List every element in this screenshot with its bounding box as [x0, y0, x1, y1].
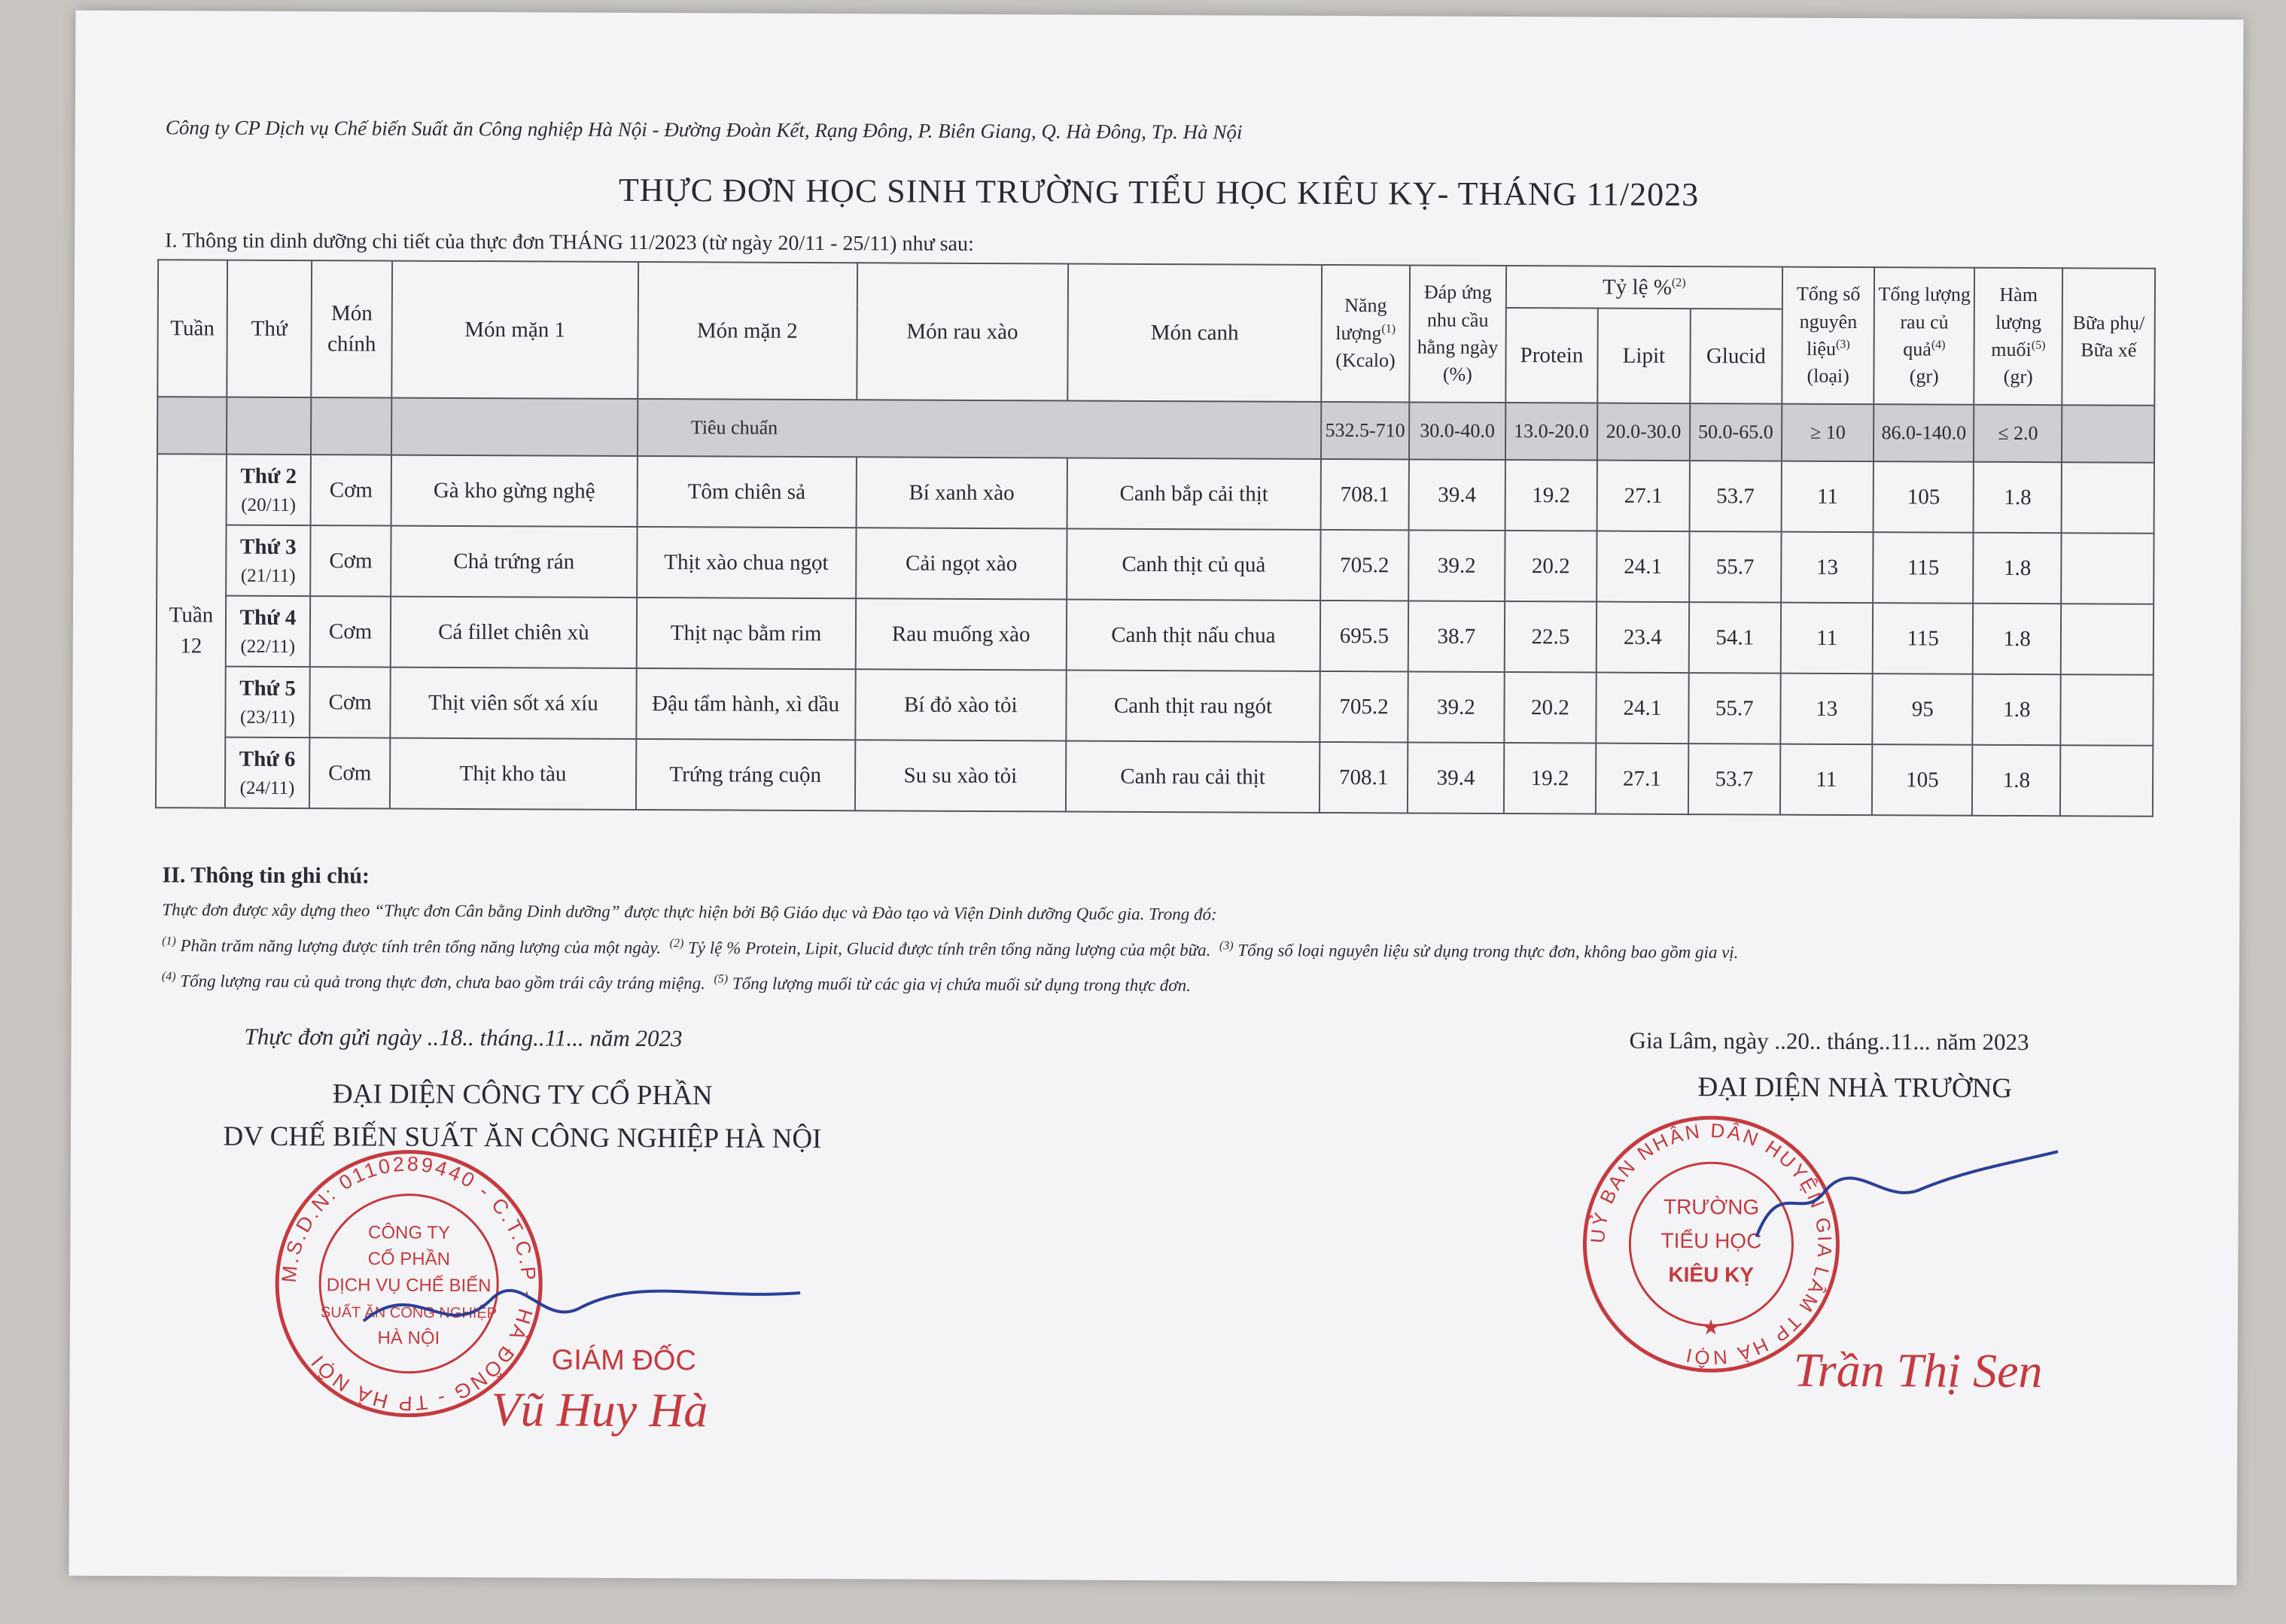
day-cell: Thứ 2 (20/11) [226, 455, 311, 525]
daily-cell: 39.4 [1408, 742, 1504, 814]
salt-cell: 1.8 [1972, 674, 2061, 746]
daily-cell: 39.2 [1408, 530, 1505, 601]
header-thu: Thứ [227, 260, 312, 397]
header-mon-man-1: Món mặn 1 [391, 261, 638, 399]
soup-cell: Canh thịt củ quả [1067, 528, 1320, 600]
sent-date: Thực đơn gửi ngày ..18.. tháng..11... năm 2023 [244, 1023, 683, 1052]
director-name: Vũ Huy Hà [491, 1382, 708, 1437]
notes-title: II. Thông tin ghi chú: [162, 862, 370, 889]
energy-cell: 708.1 [1320, 742, 1408, 814]
header-mon-chinh: Món chính [311, 260, 392, 397]
veg-total-cell: 115 [1874, 532, 1974, 604]
lipit-cell: 23.4 [1597, 602, 1689, 674]
table-row [156, 666, 2153, 746]
principal-name: Trần Thị Sen [1793, 1343, 2043, 1398]
header-ham-luong-muoi: Hàm lượng muối$^{(5)}$ (gr) [1974, 268, 2062, 406]
veg-total-cell: 105 [1874, 461, 1974, 533]
soup-cell: Canh thịt rau ngót [1066, 670, 1320, 741]
svg-text:★: ★ [1701, 1316, 1721, 1340]
day-cell: Thứ 6 (24/11) [225, 737, 310, 808]
director-title: GIÁM ĐỐC [551, 1344, 696, 1377]
main-dish-cell: Cơm [310, 525, 391, 596]
lipit-cell: 24.1 [1597, 531, 1689, 603]
svg-text:SUẤT ĂN CÔNG NGHIỆP: SUẤT ĂN CÔNG NGHIỆP [320, 1304, 498, 1322]
std-rau: 86.0-140.0 [1874, 404, 1974, 462]
main-dish-cell: Cơm [310, 596, 391, 667]
protein-cell: 19.2 [1505, 460, 1597, 531]
daily-cell: 39.4 [1409, 459, 1505, 531]
standard-label: Tiêu chuẩn [638, 399, 1321, 459]
note-intro: Thực đơn được xây dựng theo “Thực đơn Cân bằng Dinh dưỡng” được thực hiện bởi Bộ Giáo dục và Đào tạo và Viện Dinh dưỡng Quốc gia. Trong đó: [162, 900, 1217, 924]
header-tong-nguyen-lieu: Tổng số nguyên liệu$^{(3)}$ (loại) [1782, 267, 1874, 405]
lipit-cell: 24.1 [1596, 673, 1688, 744]
std-lipit: 20.0-30.0 [1597, 403, 1690, 461]
svg-text:TIỂU HỌC: TIỂU HỌC [1660, 1228, 1762, 1253]
dish-2-cell: Thịt nạc bằm rim [636, 598, 855, 669]
veg-cell: Cải ngọt xào [856, 528, 1067, 599]
ingredients-cell: 13 [1781, 532, 1874, 604]
lipit-cell: 27.1 [1596, 744, 1688, 815]
svg-text:CỔ PHẦN: CỔ PHẦN [367, 1248, 451, 1270]
soup-cell: Canh thịt nấu chua [1067, 599, 1320, 671]
std-nguyen-lieu: ≥ 10 [1782, 404, 1874, 462]
table-row [157, 595, 2154, 675]
protein-cell: 19.2 [1504, 743, 1597, 814]
std-dap-ung: 30.0-40.0 [1409, 402, 1505, 460]
ingredients-cell: 11 [1780, 744, 1873, 816]
snack-cell [2062, 533, 2154, 604]
std-glucid: 50.0-65.0 [1690, 403, 1782, 461]
glucid-cell: 53.7 [1688, 744, 1780, 815]
header-tong-rau: Tổng lượng rau củ quả$^{(4)}$ (gr) [1874, 267, 1974, 405]
dish-2-cell: Thịt xào chua ngọt [637, 527, 856, 598]
place-date: Gia Lâm, ngày ..20.. tháng..11... năm 2023 [1629, 1026, 2029, 1056]
main-dish-cell: Cơm [311, 455, 392, 525]
salt-cell: 1.8 [1973, 604, 2062, 675]
header-lipit: Lipit [1597, 309, 1690, 404]
dish-2-cell: Tôm chiên sả [637, 456, 856, 528]
dish-1-cell: Gà kho gừng nghệ [391, 455, 638, 527]
header-mon-rau: Món rau xào [857, 263, 1068, 400]
energy-cell: 705.2 [1320, 671, 1408, 743]
header-tuan: Tuần [157, 260, 227, 397]
ingredients-cell: 13 [1780, 674, 1873, 745]
dish-2-cell: Trứng tráng cuộn [636, 739, 855, 810]
header-mon-man-2: Món mặn 2 [638, 262, 857, 400]
daily-cell: 38.7 [1408, 601, 1505, 672]
school-representative: ĐẠI DIỆN NHÀ TRƯỜNG [1697, 1072, 2013, 1104]
soup-cell: Canh bắp cải thịt [1067, 458, 1321, 529]
dish-2-cell: Đậu tẩm hành, xì dầu [636, 668, 855, 740]
ingredients-cell: 11 [1781, 603, 1874, 674]
std-protein: 13.0-20.0 [1505, 403, 1598, 461]
svg-text:KIÊU KỴ: KIÊU KỴ [1668, 1262, 1755, 1287]
dish-1-cell: Thịt viên sốt xá xíu [391, 668, 637, 739]
dish-1-cell: Thịt kho tàu [390, 738, 636, 810]
salt-cell: 1.8 [1973, 533, 2062, 604]
header-ty-le: Tỷ lệ %$^{(2)}$ [1506, 266, 1783, 309]
snack-cell [2060, 745, 2153, 817]
main-dish-cell: Cơm [309, 737, 391, 808]
section-1-heading: I. Thông tin dinh dưỡng chi tiết của thực đơn THÁNG 11/2023 (từ ngày 20/11 - 25/11) như sau: [165, 229, 974, 256]
standard-row [157, 397, 2154, 463]
svg-text:TRƯỜNG: TRƯỜNG [1663, 1194, 1760, 1219]
page-title: THỰC ĐƠN HỌC SINH TRƯỜNG TIỂU HỌC KIÊU KỴ- THÁNG 11/2023 [618, 171, 1700, 214]
veg-cell: Rau muống xào [855, 598, 1067, 670]
std-muoi: ≤ 2.0 [1974, 405, 2062, 463]
veg-cell: Bí đỏ xào tỏi [855, 669, 1067, 741]
table-row [157, 454, 2154, 534]
glucid-cell: 55.7 [1689, 531, 1782, 603]
glucid-cell: 54.1 [1688, 602, 1781, 674]
soup-cell: Canh rau cải thịt [1066, 741, 1320, 812]
week-cell: Tuần 12 [156, 454, 227, 807]
header-nang-luong: Năng lượng$^{(1)}$ (Kcalo) [1321, 265, 1410, 403]
protein-cell: 22.5 [1504, 601, 1597, 673]
director-signature-mark [356, 1261, 808, 1353]
svg-text:HÀ NỘI: HÀ NỘI [377, 1327, 440, 1349]
snack-cell [2061, 604, 2154, 675]
energy-cell: 708.1 [1320, 459, 1409, 531]
snack-cell [2062, 462, 2154, 534]
lipit-cell: 27.1 [1597, 461, 1690, 532]
ingredients-cell: 11 [1782, 461, 1874, 533]
company-representative: ĐẠI DIỆN CÔNG TY CỔ PHẦN DV CHẾ BIẾN SUẤT ĂN CÔNG NGHIỆP HÀ NỘI [223, 1078, 822, 1155]
veg-total-cell: 105 [1872, 744, 1972, 816]
glucid-cell: 53.7 [1689, 461, 1782, 532]
svg-text:UỶ BAN NHÂN DÂN HUYỆN GIA LÂM: UỶ BAN NHÂN DÂN HUYỆN GIA LÂM TP HÀ NỘI [1586, 1118, 1837, 1370]
day-cell: Thứ 5 (23/11) [225, 667, 310, 737]
veg-total-cell: 95 [1873, 674, 1973, 745]
svg-text:DỊCH VỤ CHẾ BIẾN: DỊCH VỤ CHẾ BIẾN [326, 1275, 492, 1297]
veg-cell: Su su xào tỏi [854, 740, 1066, 811]
veg-cell: Bí xanh xào [856, 457, 1067, 528]
day-cell: Thứ 3 (21/11) [226, 525, 311, 596]
daily-cell: 39.2 [1408, 671, 1504, 743]
protein-cell: 20.2 [1504, 672, 1597, 744]
dish-1-cell: Chả trứng rán [391, 526, 637, 598]
svg-text:CÔNG TY: CÔNG TY [367, 1222, 450, 1243]
energy-cell: 705.2 [1320, 530, 1409, 601]
header-bua-phu: Bữa phụ/ Bữa xế [2062, 268, 2155, 406]
dish-1-cell: Cá fillet chiên xù [391, 597, 637, 668]
menu-table [155, 259, 2156, 817]
table-row [157, 525, 2154, 604]
veg-total-cell: 115 [1873, 603, 1973, 674]
header-dap-ung: Đáp ứng nhu cầu hằng ngày (%) [1409, 265, 1505, 403]
snack-cell [2061, 674, 2154, 746]
header-mon-canh: Món canh [1067, 263, 1322, 401]
table-row [156, 737, 2153, 817]
main-dish-cell: Cơm [309, 667, 391, 737]
salt-cell: 1.8 [1974, 462, 2062, 534]
protein-cell: 20.2 [1505, 531, 1597, 602]
glucid-cell: 55.7 [1688, 673, 1781, 744]
energy-cell: 695.5 [1320, 601, 1409, 672]
company-line: Công ty CP Dịch vụ Chế biến Suất ăn Công nghiệp Hà Nội - Đường Đoàn Kết, Rạng Đông, P. Biên Giang, Q. Hà Đông, Tp. Hà Nội [165, 116, 1243, 144]
note-line-3: $^{(4)}$ Tổng lượng rau củ quả trong thực đơn, chưa bao gồm trái cây tráng miệng. $^{(5)}$ Tổng lượng muối từ các gia vị chứa muối sử dụng trong thực đơn. [161, 970, 1191, 995]
svg-text:M.S.D.N: 0110289440 - C.T.C.P: M.S.D.N: 0110289440 - C.T.C.P - HÀ ĐÔNG - TP HÀ NỘI [277, 1152, 540, 1415]
principal-signature-mark [1749, 1146, 2065, 1253]
salt-cell: 1.8 [1972, 745, 2061, 817]
note-line-2: $^{(1)}$ Phần trăm năng lượng được tính trên tổng năng lượng của một ngày. $^{(2)}$ Tỷ lệ % Protein, Lipit, Glucid được tính trên tổng năng lượng của một bữa. $^{(3)}$ Tổng số loại nguyên liệu sử dụng trong thực đơn, không bao gồm gia vị. [162, 935, 1739, 963]
document-page [68, 11, 2243, 1586]
header-protein: Protein [1505, 308, 1598, 403]
header-glucid: Glucid [1690, 309, 1782, 404]
std-nang-luong: 532.5-710 [1321, 402, 1410, 460]
day-cell: Thứ 4 (22/11) [226, 596, 311, 667]
